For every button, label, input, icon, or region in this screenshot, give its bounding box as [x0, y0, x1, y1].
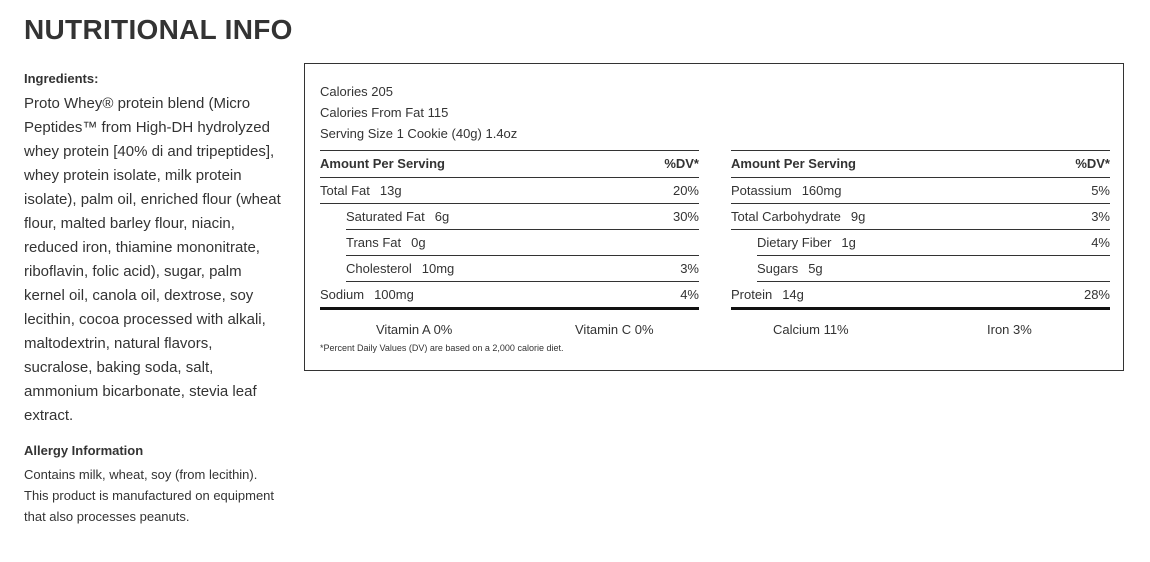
nutrient-dv: 28% — [1083, 287, 1110, 302]
nutrient-label: Trans Fat — [346, 235, 402, 250]
nutrient-row — [731, 282, 1110, 307]
nutrient-table-right — [731, 150, 1110, 310]
nutrient-row — [346, 204, 699, 230]
nutrient-label: Protein — [731, 287, 773, 302]
allergy-text: Contains milk, wheat, soy (from lecithin). This product is manufactured on equipment that also processes peanuts. — [24, 467, 275, 524]
nutrient-dv: 30% — [672, 209, 699, 224]
nutrient-row — [320, 178, 699, 204]
nutrient-amount: 10mg — [421, 261, 455, 276]
nutrient-row — [346, 230, 699, 256]
nutrient-row — [757, 256, 1110, 282]
nutrient-dv: 3% — [1091, 209, 1110, 224]
nutrient-amount: 160mg — [801, 183, 842, 198]
allergy-heading: Allergy Information — [24, 443, 144, 458]
nutrient-amount: 13g — [379, 183, 402, 198]
vitamin-a: Vitamin A 0% — [376, 322, 453, 337]
nutrient-amount: 1g — [841, 235, 856, 250]
nutrient-row — [731, 204, 1110, 230]
calories-from-fat: Calories From Fat 115 — [320, 105, 449, 120]
nutrient-dv: 5% — [1091, 183, 1110, 198]
nutrient-name — [731, 282, 804, 307]
nutrient-label: Total Carbohydrate — [731, 209, 841, 224]
ingredients-column — [24, 70, 282, 527]
ingredients-heading: Ingredients: — [24, 71, 99, 86]
dv-header: %DV* — [1075, 156, 1110, 171]
nutrient-name — [320, 178, 402, 203]
nutrient-table-header — [731, 151, 1110, 178]
nutrient-row — [320, 282, 699, 307]
nutrient-name — [346, 204, 449, 229]
iron: Iron 3% — [987, 322, 1032, 337]
serving-size: Serving Size 1 Cookie (40g) 1.4oz — [320, 126, 518, 141]
nutrient-name — [757, 230, 856, 255]
nutrient-label: Total Fat — [320, 183, 370, 198]
nutrient-label: Potassium — [731, 183, 792, 198]
nutrient-label: Sodium — [320, 287, 365, 302]
calcium: Calcium 11% — [773, 322, 849, 337]
nutrient-name — [346, 230, 426, 255]
nutrient-dv: 4% — [680, 287, 699, 302]
nutrient-name — [320, 282, 414, 307]
vitamins-row — [320, 322, 1110, 340]
nutrient-dv: 4% — [1091, 235, 1110, 250]
nutrient-amount: 5g — [808, 261, 823, 276]
nutrient-label: Saturated Fat — [346, 209, 425, 224]
page-title: NUTRITIONAL INFO — [24, 14, 293, 45]
calories: Calories 205 — [320, 84, 393, 99]
dv-footnote: *Percent Daily Values (DV) are based on a 2,000 calorie diet. — [320, 343, 564, 353]
nutrient-amount: 100mg — [374, 287, 414, 302]
nutrient-label: Sugars — [757, 261, 799, 276]
ingredients-text: Proto Whey® protein blend (Micro Peptides™ from High-DH hydrolyzed whey protein [40% di and tripeptides], whey protein isolate, milk protein isolate), palm oil, enriched flour (wheat flour, malted barley flour, niacin, reduced iron, thiamine mononitrate, riboflavin, folic acid), sugar, palm kernel oil, canola oil, dextrose, soy lecithin, cocoa processed with alkali, maltodextrin, natural flavors, sucralose, baking soda, salt, ammonium bicarbonate, stevia leaf extract. — [24, 95, 281, 424]
nutrient-row — [731, 178, 1110, 204]
nutrient-name — [731, 204, 865, 229]
nutrient-amount: 9g — [850, 209, 866, 224]
nutrient-name — [757, 256, 823, 281]
amount-per-serving-header: Amount Per Serving — [731, 156, 856, 171]
nutrient-table-header — [320, 151, 699, 178]
nutrient-table-left — [320, 150, 699, 310]
nutrient-row — [346, 256, 699, 282]
nutrient-name — [731, 178, 841, 203]
nutrient-amount: 0g — [411, 235, 426, 250]
dv-header: %DV* — [664, 156, 699, 171]
nutrient-name — [346, 256, 454, 281]
vitamin-c: Vitamin C 0% — [575, 322, 654, 337]
nutrient-dv: 3% — [680, 261, 699, 276]
amount-per-serving-header: Amount Per Serving — [320, 156, 445, 171]
nutrient-amount: 14g — [782, 287, 804, 302]
nutrient-amount: 6g — [434, 209, 450, 224]
nutrition-facts-panel — [304, 63, 1124, 371]
nutrient-label: Dietary Fiber — [757, 235, 832, 250]
nutrient-row — [757, 230, 1110, 256]
nutrient-label: Cholesterol — [346, 261, 412, 276]
nutrition-summary — [320, 81, 517, 144]
nutrient-dv: 20% — [672, 183, 699, 198]
